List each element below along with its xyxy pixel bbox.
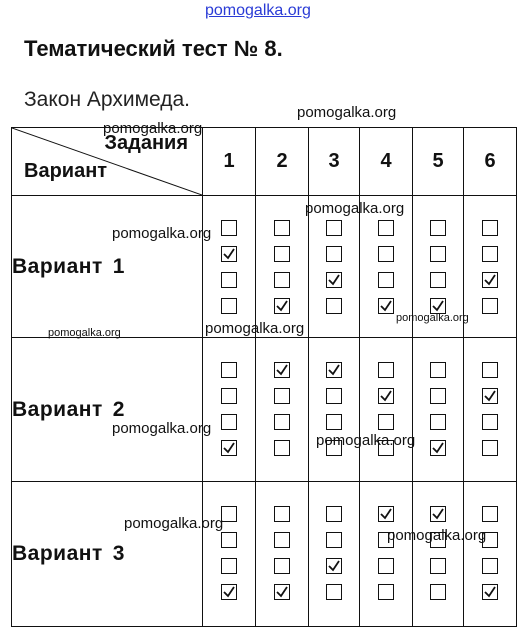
checkbox-empty: [274, 246, 290, 262]
checkmark-icon: [431, 507, 445, 521]
checkbox-empty: [221, 532, 237, 548]
checkbox-empty: [378, 362, 394, 378]
checkmark-icon: [222, 441, 236, 455]
variant-word: Вариант: [12, 397, 103, 421]
watermark: pomogalka.org: [387, 527, 487, 544]
checkbox-empty: [482, 362, 498, 378]
checkbox-empty: [274, 506, 290, 522]
answer-options: [482, 220, 498, 324]
variant-number: 1: [112, 254, 125, 278]
answer-cell: [203, 338, 256, 482]
variant-word: Вариант: [12, 542, 103, 565]
checkbox-checked: [274, 298, 290, 314]
checkbox-empty: [221, 414, 237, 430]
checkbox-checked: [274, 362, 290, 378]
variant-word: Вариант: [12, 254, 103, 278]
table-row: [12, 338, 517, 482]
column-header: 4: [360, 128, 413, 196]
answer-options: [378, 220, 394, 324]
answer-options: [326, 362, 342, 466]
checkbox-checked: [378, 506, 394, 522]
checkbox-empty: [221, 362, 237, 378]
checkmark-icon: [431, 441, 445, 455]
answer-cell: [413, 338, 464, 482]
checkbox-empty: [430, 246, 446, 262]
watermark: pomogalka.org: [124, 515, 224, 532]
column-header: 3: [309, 128, 360, 196]
checkbox-checked: [482, 584, 498, 600]
column-header: 2: [256, 128, 309, 196]
checkmark-icon: [275, 585, 289, 599]
checkbox-checked: [482, 272, 498, 288]
checkbox-empty: [378, 414, 394, 430]
checkbox-empty: [482, 440, 498, 456]
checkbox-empty: [274, 532, 290, 548]
checkmark-icon: [379, 507, 393, 521]
checkbox-checked: [326, 272, 342, 288]
checkmark-icon: [327, 363, 341, 377]
checkbox-checked: [430, 440, 446, 456]
answer-options: [221, 506, 237, 610]
checkbox-empty: [378, 584, 394, 600]
answer-cell: [360, 482, 413, 627]
checkbox-empty: [378, 558, 394, 574]
checkbox-empty: [221, 506, 237, 522]
watermark: pomogalka.org: [305, 200, 405, 217]
checkbox-empty: [430, 388, 446, 404]
watermark: pomogalka.org: [103, 120, 203, 137]
checkmark-icon: [483, 273, 497, 287]
checkbox-checked: [221, 246, 237, 262]
table-corner-header: [12, 128, 203, 196]
checkmark-icon: [379, 389, 393, 403]
answer-table: [11, 127, 517, 627]
answer-cell: [464, 196, 517, 338]
checkbox-empty: [221, 272, 237, 288]
page-title: Тематический тест № 8.: [24, 36, 283, 61]
checkbox-empty: [378, 272, 394, 288]
answer-cell: [464, 338, 517, 482]
checkbox-empty: [221, 558, 237, 574]
checkmark-icon: [275, 299, 289, 313]
answer-options: [274, 362, 290, 466]
answer-options: [221, 362, 237, 466]
checkmark-icon: [327, 559, 341, 573]
checkbox-empty: [430, 272, 446, 288]
checkbox-empty: [378, 220, 394, 236]
checkbox-empty: [274, 414, 290, 430]
watermark: pomogalka.org: [48, 327, 121, 339]
answer-cell: [309, 482, 360, 627]
checkbox-checked: [221, 440, 237, 456]
answer-cell: [256, 338, 309, 482]
answer-options: [378, 362, 394, 466]
checkbox-empty: [326, 414, 342, 430]
answer-options: [430, 506, 446, 610]
checkbox-empty: [430, 414, 446, 430]
watermark: pomogalka.org: [297, 104, 397, 121]
checkbox-empty: [326, 220, 342, 236]
checkbox-empty: [430, 584, 446, 600]
checkbox-empty: [430, 558, 446, 574]
answer-options: [221, 220, 237, 324]
answer-options: [326, 220, 342, 324]
checkmark-icon: [483, 585, 497, 599]
checkmark-icon: [483, 389, 497, 403]
column-header: 6: [464, 128, 517, 196]
answer-cell: [256, 196, 309, 338]
tasks-header: Задания: [104, 132, 188, 154]
checkbox-checked: [326, 362, 342, 378]
answer-options: [482, 362, 498, 466]
watermark: pomogalka.org: [396, 312, 469, 324]
page-subtitle: Закон Архимеда.: [24, 88, 191, 111]
table-row: [12, 482, 517, 627]
checkbox-empty: [482, 506, 498, 522]
checkmark-icon: [379, 299, 393, 313]
checkbox-checked: [482, 388, 498, 404]
checkbox-empty: [430, 220, 446, 236]
checkbox-empty: [482, 558, 498, 574]
answer-options: [482, 506, 498, 610]
answer-options: [274, 506, 290, 610]
answer-cell: [309, 338, 360, 482]
variant-label: [12, 338, 203, 482]
checkbox-empty: [274, 440, 290, 456]
checkbox-checked: [378, 298, 394, 314]
checkbox-empty: [482, 414, 498, 430]
checkmark-icon: [431, 299, 445, 313]
checkmark-icon: [275, 363, 289, 377]
checkmark-icon: [222, 585, 236, 599]
checkbox-empty: [482, 246, 498, 262]
answer-cell: [464, 482, 517, 627]
checkbox-checked: [430, 506, 446, 522]
watermark: pomogalka.org: [112, 420, 212, 437]
checkbox-empty: [274, 388, 290, 404]
answer-cell: [203, 196, 256, 338]
answer-options: [274, 220, 290, 324]
checkbox-empty: [326, 584, 342, 600]
variant-label: [12, 196, 203, 338]
checkbox-empty: [274, 558, 290, 574]
checkbox-empty: [482, 220, 498, 236]
checkbox-checked: [378, 388, 394, 404]
checkmark-icon: [327, 273, 341, 287]
variant-number: 3: [112, 542, 125, 565]
checkbox-empty: [326, 298, 342, 314]
checkmark-icon: [222, 247, 236, 261]
checkbox-checked: [274, 584, 290, 600]
answer-cell: [360, 338, 413, 482]
checkbox-empty: [221, 388, 237, 404]
answer-cell: [413, 482, 464, 627]
checkbox-empty: [274, 220, 290, 236]
column-header: 1: [203, 128, 256, 196]
checkbox-empty: [430, 362, 446, 378]
answer-options: [326, 506, 342, 610]
answer-options: [430, 362, 446, 466]
checkbox-checked: [326, 558, 342, 574]
checkbox-empty: [378, 246, 394, 262]
variant-label: [12, 482, 203, 627]
answer-options: [430, 220, 446, 324]
checkbox-empty: [326, 532, 342, 548]
checkbox-empty: [221, 220, 237, 236]
variant-number: 2: [112, 397, 125, 421]
answer-cell: [203, 482, 256, 627]
answer-cell: [256, 482, 309, 627]
answer-options: [378, 506, 394, 610]
checkbox-empty: [326, 506, 342, 522]
checkbox-empty: [326, 246, 342, 262]
checkbox-empty: [482, 298, 498, 314]
variant-header: Вариант: [24, 160, 108, 182]
watermark: pomogalka.org: [112, 225, 212, 242]
checkbox-empty: [326, 388, 342, 404]
checkbox-checked: [221, 584, 237, 600]
checkbox-empty: [274, 272, 290, 288]
checkbox-empty: [221, 298, 237, 314]
watermark: pomogalka.org: [205, 320, 305, 337]
watermark: pomogalka.org: [316, 432, 416, 449]
site-header-link[interactable]: pomogalka.org: [205, 2, 311, 19]
column-header: 5: [413, 128, 464, 196]
